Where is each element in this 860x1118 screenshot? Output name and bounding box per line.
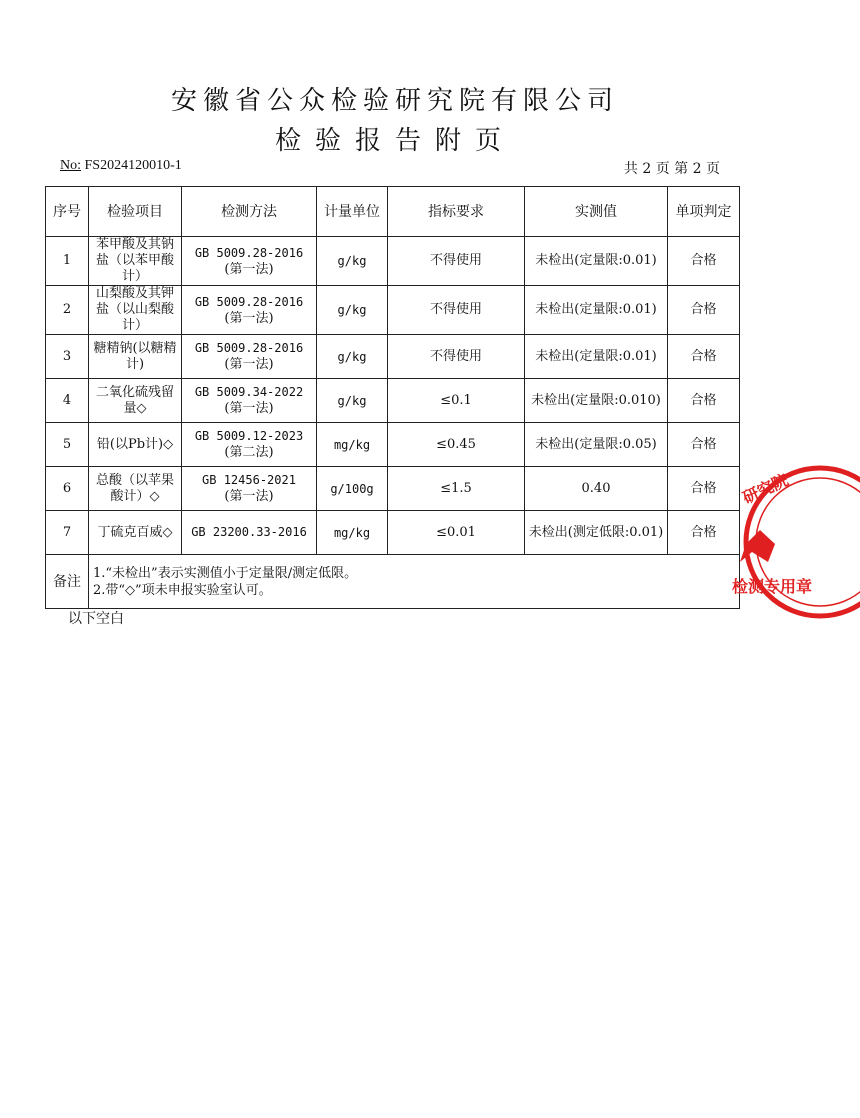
column-header: 检测方法 bbox=[182, 187, 317, 237]
row-number: 3 bbox=[46, 335, 89, 379]
method-code: GB 5009.34-2022 bbox=[194, 385, 304, 399]
column-header: 单项判定 bbox=[668, 187, 740, 237]
verdict: 合格 bbox=[668, 511, 740, 555]
method-sub: (第二法) bbox=[224, 445, 274, 460]
test-item: 总酸（以苹果酸计）◇ bbox=[89, 467, 182, 511]
official-seal bbox=[732, 462, 813, 622]
remark-line: 1.“未检出”表示实测值小于定量限/测定低限。 bbox=[93, 565, 358, 581]
test-item: 丁硫克百威◇ bbox=[89, 511, 182, 555]
test-method bbox=[182, 237, 317, 286]
requirement: ≤0.45 bbox=[388, 423, 525, 467]
verdict: 合格 bbox=[668, 237, 740, 286]
test-item: 铅(以Pb计)◇ bbox=[89, 423, 182, 467]
page-info: 共 2 页 第 2 页 bbox=[623, 161, 720, 177]
column-header: 计量单位 bbox=[317, 187, 388, 237]
unit: g/kg bbox=[317, 335, 388, 379]
row-number: 4 bbox=[46, 379, 89, 423]
test-item: 苯甲酸及其钠盐（以苯甲酸计） bbox=[89, 237, 182, 286]
requirement: 不得使用 bbox=[388, 286, 525, 335]
document-title: 检验报告附页 bbox=[274, 126, 515, 156]
report-number-value: FS2024120010-1 bbox=[84, 158, 182, 173]
seal-text-top: 研究院 bbox=[739, 470, 792, 508]
test-item: 山梨酸及其钾盐（以山梨酸计） bbox=[89, 286, 182, 335]
row-number: 2 bbox=[46, 286, 89, 335]
unit: g/kg bbox=[317, 237, 388, 286]
unit: g/kg bbox=[317, 379, 388, 423]
row-number: 5 bbox=[46, 423, 89, 467]
method-code: GB 5009.12-2023 bbox=[194, 429, 304, 443]
requirement: ≤0.1 bbox=[388, 379, 525, 423]
unit: g/100g bbox=[317, 467, 388, 511]
table-row bbox=[46, 511, 740, 555]
seal-text-bottom: 检测专用章 bbox=[732, 577, 813, 596]
requirement: 不得使用 bbox=[388, 335, 525, 379]
column-header: 实测值 bbox=[525, 187, 668, 237]
table-row bbox=[46, 286, 740, 335]
method-sub: (第一法) bbox=[224, 261, 274, 277]
method-code: GB 23200.33-2016 bbox=[191, 525, 307, 539]
test-item: 糖精钠(以糖精计) bbox=[89, 335, 182, 379]
remarks-content bbox=[89, 555, 740, 609]
unit: g/kg bbox=[317, 286, 388, 335]
method-sub: (第一法) bbox=[224, 310, 274, 326]
table-header-row bbox=[46, 187, 740, 237]
unit: mg/kg bbox=[317, 423, 388, 467]
table-row bbox=[46, 335, 740, 379]
report-number-label: No: bbox=[60, 158, 81, 173]
row-number: 1 bbox=[46, 237, 89, 286]
method-sub: (第一法) bbox=[224, 357, 274, 372]
test-method bbox=[182, 467, 317, 511]
table-row bbox=[46, 423, 740, 467]
measured-value: 未检出(定量限:0.010) bbox=[525, 379, 668, 423]
table-row bbox=[46, 237, 740, 286]
row-number: 6 bbox=[46, 467, 89, 511]
column-header: 指标要求 bbox=[388, 187, 525, 237]
table-row bbox=[46, 467, 740, 511]
requirement: ≤0.01 bbox=[388, 511, 525, 555]
unit: mg/kg bbox=[317, 511, 388, 555]
verdict: 合格 bbox=[668, 423, 740, 467]
table-row bbox=[46, 379, 740, 423]
method-sub: (第一法) bbox=[224, 401, 274, 416]
report-number bbox=[60, 158, 182, 174]
remarks-label: 备注 bbox=[46, 555, 89, 609]
method-sub: (第一法) bbox=[224, 489, 274, 504]
measured-value: 未检出(定量限:0.01) bbox=[525, 335, 668, 379]
seal-stamp-icon bbox=[732, 462, 860, 622]
remarks-row bbox=[46, 555, 740, 609]
method-code: GB 5009.28-2016 bbox=[194, 341, 304, 355]
method-code: GB 5009.28-2016 bbox=[194, 294, 304, 309]
column-header: 序号 bbox=[46, 187, 89, 237]
requirement: ≤1.5 bbox=[388, 467, 525, 511]
measured-value: 未检出(定量限:0.01) bbox=[525, 286, 668, 335]
verdict: 合格 bbox=[668, 335, 740, 379]
blank-note: 以下空白 bbox=[68, 611, 124, 627]
column-header: 检验项目 bbox=[89, 187, 182, 237]
remark-line: 2.带“◇”项未申报实验室认可。 bbox=[93, 582, 272, 598]
measured-value: 未检出(定量限:0.01) bbox=[525, 237, 668, 286]
test-method bbox=[182, 379, 317, 423]
test-item: 二氧化硫残留量◇ bbox=[89, 379, 182, 423]
test-method bbox=[182, 286, 317, 335]
requirement: 不得使用 bbox=[388, 237, 525, 286]
measured-value: 0.40 bbox=[525, 467, 668, 511]
method-code: GB 5009.28-2016 bbox=[194, 245, 304, 260]
method-code: GB 12456-2021 bbox=[202, 473, 296, 487]
verdict: 合格 bbox=[668, 286, 740, 335]
test-method bbox=[182, 511, 317, 555]
verdict: 合格 bbox=[668, 379, 740, 423]
measured-value: 未检出(定量限:0.05) bbox=[525, 423, 668, 467]
verdict: 合格 bbox=[668, 467, 740, 511]
measured-value: 未检出(测定低限:0.01) bbox=[525, 511, 668, 555]
row-number: 7 bbox=[46, 511, 89, 555]
test-method bbox=[182, 335, 317, 379]
test-method bbox=[182, 423, 317, 467]
results-table bbox=[45, 186, 740, 609]
institute-name: 安徽省公众检验研究院有限公司 bbox=[170, 86, 619, 116]
